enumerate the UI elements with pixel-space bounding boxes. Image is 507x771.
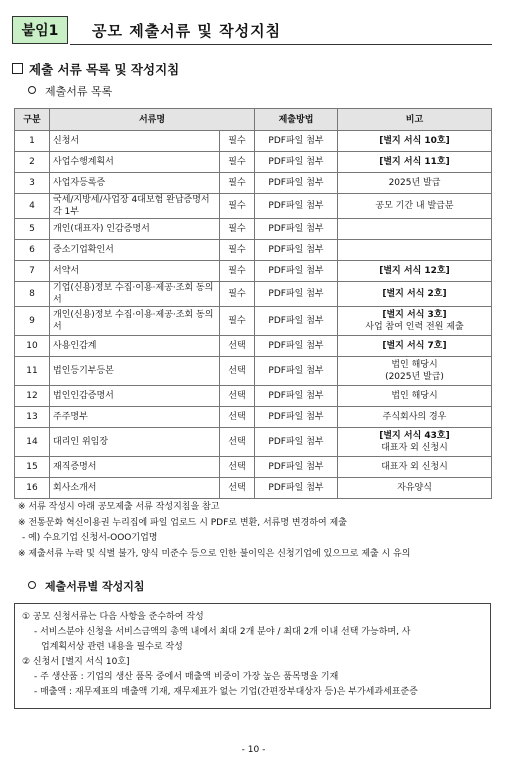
submission-method: PDF파일 첨부 (255, 478, 338, 499)
row-number: 1 (15, 131, 50, 152)
required-flag: 선택 (220, 428, 255, 457)
required-flag: 필수 (220, 261, 255, 282)
remark-text: [별지 서식 43호] (379, 431, 450, 441)
document-name: 중소기업확인서 (50, 240, 220, 261)
remark-text: 사업 참여 인력 전원 제출 (365, 322, 464, 332)
circle-bullet-icon (28, 86, 36, 94)
table-row (15, 240, 492, 261)
required-flag: 선택 (220, 336, 255, 357)
row-number: 5 (15, 219, 50, 240)
guide-line: ② 신청서 [별지 서식 10호] (22, 657, 130, 667)
subsection-heading-text: 제출서류 목록 (45, 85, 113, 98)
note-line: - 예) 수요기업 신청서-OOO기업명 (22, 533, 158, 543)
submission-method: PDF파일 첨부 (255, 457, 338, 478)
remark-cell (338, 478, 492, 499)
remark-cell (338, 152, 492, 173)
remark-cell (338, 457, 492, 478)
remark-cell (338, 173, 492, 194)
submission-method: PDF파일 첨부 (255, 261, 338, 282)
guide-line: 업계획서상 관련 내용을 필수로 작성 (41, 642, 183, 652)
row-number: 8 (15, 282, 50, 307)
row-number: 7 (15, 261, 50, 282)
remark-text: [별지 서식 2호] (382, 289, 447, 299)
document-name: 서약서 (50, 261, 220, 282)
document-name: 개인(대표자) 인감증명서 (50, 219, 220, 240)
section-heading (12, 60, 179, 78)
attachment-badge: 붙임1 (12, 16, 68, 44)
subsection-heading (28, 83, 112, 99)
remark-text: 대표자 외 신청시 (381, 443, 448, 453)
document-name: 사업자등록증 (50, 173, 220, 194)
required-flag: 필수 (220, 282, 255, 307)
document-name: 재직증명서 (50, 457, 220, 478)
remark-cell (338, 194, 492, 219)
document-name: 법인인감증명서 (50, 386, 220, 407)
square-bullet-icon (12, 63, 23, 74)
guidelines-box (14, 603, 491, 709)
document-name: 주주명부 (50, 407, 220, 428)
document-name: 대리인 위임장 (50, 428, 220, 457)
header-name: 서류명 (50, 109, 255, 131)
table-row (15, 478, 492, 499)
required-flag: 필수 (220, 219, 255, 240)
row-number: 6 (15, 240, 50, 261)
submission-method: PDF파일 첨부 (255, 240, 338, 261)
guide-line: - 서비스분야 신청을 서비스금액의 총액 내에서 최대 2개 분야 / 최대 2개 이내 선택 가능하며, 사 (34, 627, 411, 637)
table-row (15, 407, 492, 428)
row-number: 10 (15, 336, 50, 357)
remark-cell (338, 219, 492, 240)
table-row (15, 173, 492, 194)
row-number: 12 (15, 386, 50, 407)
guide-line: - 매출액 : 재무제표의 매출액 기재, 재무제표가 없는 기업(간편장부대상자 등)은 부가세과세표준증 (34, 687, 418, 697)
document-name: 개인(신용)정보 수집·이용·제공·조회 동의서 (50, 307, 220, 336)
remark-text: [별지 서식 11호] (379, 157, 450, 167)
submission-method: PDF파일 첨부 (255, 336, 338, 357)
row-number: 11 (15, 357, 50, 386)
table-row (15, 336, 492, 357)
row-number: 14 (15, 428, 50, 457)
submission-method: PDF파일 첨부 (255, 428, 338, 457)
row-number: 2 (15, 152, 50, 173)
remark-text: 주식회사의 경우 (382, 412, 447, 422)
required-flag: 선택 (220, 357, 255, 386)
remark-text: [별지 서식 12호] (379, 266, 450, 276)
remark-text: 자유양식 (397, 483, 432, 493)
remark-cell (338, 407, 492, 428)
remark-cell (338, 386, 492, 407)
remark-cell (338, 240, 492, 261)
table-row (15, 261, 492, 282)
row-number: 3 (15, 173, 50, 194)
note-line: ※ 서류 작성시 아래 공모제출 서류 작성지침을 참고 (18, 502, 220, 512)
document-name: 기업(신용)정보 수집·이용·제공·조회 동의서 (50, 282, 220, 307)
table-row (15, 152, 492, 173)
header-method: 제출방법 (255, 109, 338, 131)
remark-cell (338, 307, 492, 336)
row-number: 15 (15, 457, 50, 478)
document-name: 사업수행계획서 (50, 152, 220, 173)
submission-method: PDF파일 첨부 (255, 131, 338, 152)
section-heading-text: 제출 서류 목록 및 작성지침 (29, 62, 180, 77)
header-no: 구분 (15, 109, 50, 131)
required-flag: 필수 (220, 173, 255, 194)
remark-text: [별지 서식 7호] (382, 341, 447, 351)
submission-method: PDF파일 첨부 (255, 152, 338, 173)
guide-line: ① 공모 신청서류는 다음 사항을 준수하여 작성 (22, 612, 204, 622)
note-line: ※ 제출서류 누락 및 식별 불가, 양식 미준수 등으로 인한 불이익은 신청기업에 있으므로 제출 시 유의 (18, 548, 411, 559)
required-flag: 필수 (220, 307, 255, 336)
submission-method: PDF파일 첨부 (255, 357, 338, 386)
required-flag: 필수 (220, 131, 255, 152)
table-row (15, 457, 492, 478)
remark-cell (338, 131, 492, 152)
page-number: - 10 - (241, 745, 266, 755)
table-row (15, 219, 492, 240)
required-flag: 필수 (220, 152, 255, 173)
submission-method: PDF파일 첨부 (255, 307, 338, 336)
row-number: 4 (15, 194, 50, 219)
table-body (15, 131, 492, 499)
required-flag: 선택 (220, 386, 255, 407)
table-row (15, 386, 492, 407)
documents-table (14, 108, 492, 499)
row-number: 16 (15, 478, 50, 499)
row-number: 9 (15, 307, 50, 336)
remark-text: 법인 해당시 (391, 360, 438, 370)
remark-text: [별지 서식 3호] (382, 310, 447, 320)
circle-bullet-icon (28, 581, 36, 589)
document-name: 회사소개서 (50, 478, 220, 499)
remark-text: (2025년 발급) (385, 372, 444, 382)
required-flag: 필수 (220, 240, 255, 261)
subsection-heading-2-text: 제출서류별 작성지침 (45, 580, 145, 593)
remark-cell (338, 336, 492, 357)
document-name: 신청서 (50, 131, 220, 152)
subsection-heading-2 (28, 578, 144, 594)
header-rule (70, 44, 492, 45)
table-row (15, 282, 492, 307)
remark-cell (338, 282, 492, 307)
document-name: 국세/지방세/사업장 4대보험 완납증명서 각 1부 (50, 194, 220, 219)
page-header (12, 16, 492, 48)
submission-method: PDF파일 첨부 (255, 194, 338, 219)
table-row (15, 357, 492, 386)
remark-text: 법인 해당시 (391, 391, 438, 401)
remark-text: 2025년 발급 (388, 178, 441, 188)
row-number: 13 (15, 407, 50, 428)
remark-text: 대표자 외 신청시 (381, 462, 448, 472)
page-title: 공모 제출서류 및 작성지침 (92, 22, 282, 40)
notes-block (18, 500, 410, 562)
note-line: ※ 전통문화 혁신이용권 누리집에 파일 업로드 시 PDF로 변환, 서류명 변경하여 제출 (18, 517, 347, 528)
submission-method: PDF파일 첨부 (255, 173, 338, 194)
remark-cell (338, 428, 492, 457)
table-header-row (15, 109, 492, 131)
remark-text: [별지 서식 10호] (379, 136, 450, 146)
required-flag: 선택 (220, 407, 255, 428)
submission-method: PDF파일 첨부 (255, 219, 338, 240)
document-name: 사용인감계 (50, 336, 220, 357)
table-row (15, 307, 492, 336)
submission-method: PDF파일 첨부 (255, 386, 338, 407)
submission-method: PDF파일 첨부 (255, 407, 338, 428)
header-note: 비고 (338, 109, 492, 131)
document-name: 법인등기부등본 (50, 357, 220, 386)
remark-text: 공모 기간 내 발급분 (375, 201, 454, 211)
guide-line: - 주 생산품 : 기업의 생산 품목 중에서 매출액 비중이 가장 높은 품목명을 기재 (34, 672, 339, 682)
table-row (15, 131, 492, 152)
remark-cell (338, 357, 492, 386)
remark-cell (338, 261, 492, 282)
table-row (15, 428, 492, 457)
table-row (15, 194, 492, 219)
required-flag: 선택 (220, 457, 255, 478)
submission-method: PDF파일 첨부 (255, 282, 338, 307)
required-flag: 선택 (220, 478, 255, 499)
required-flag: 필수 (220, 194, 255, 219)
